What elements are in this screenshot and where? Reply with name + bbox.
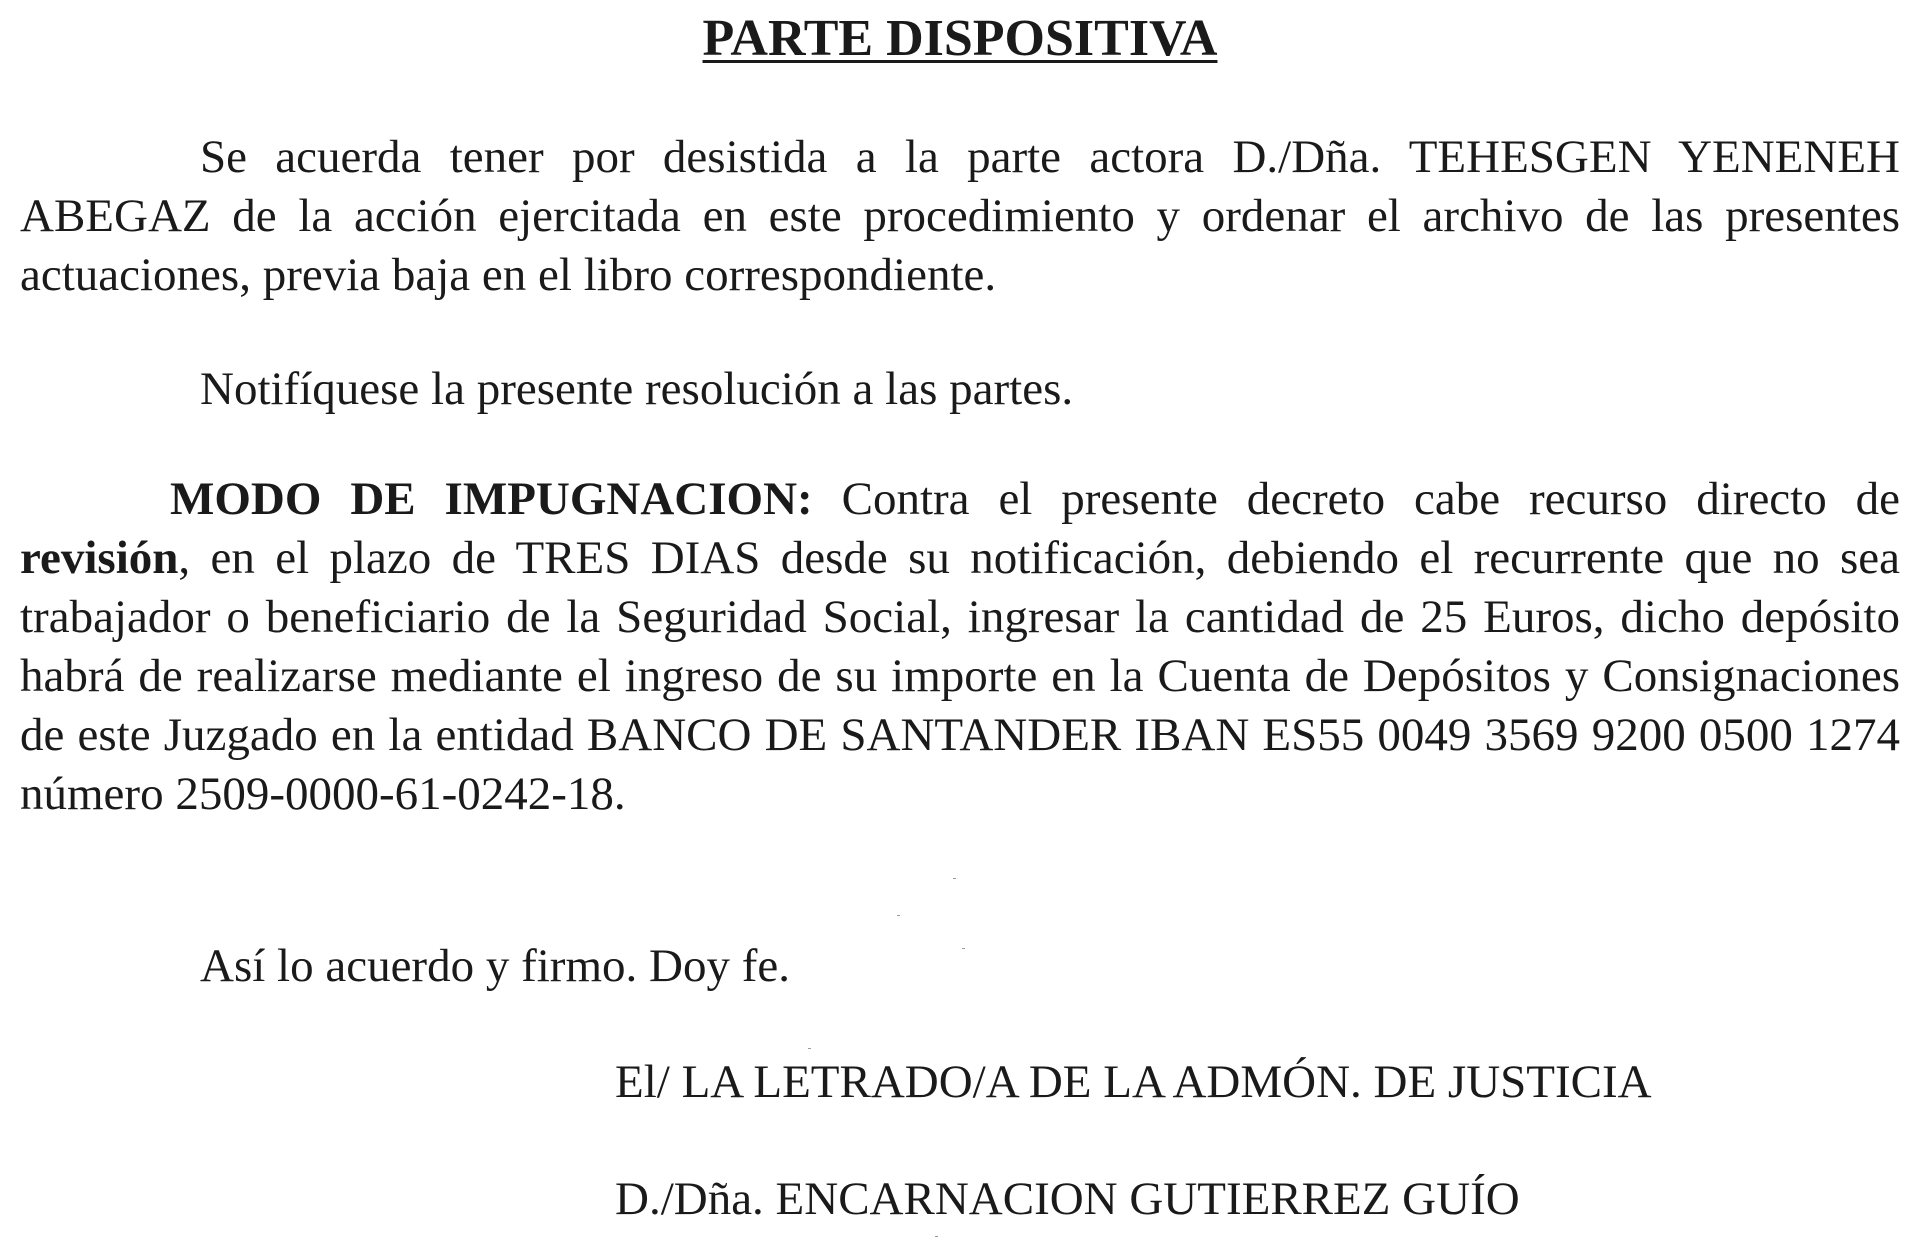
impugnacion-heading: MODO DE IMPUGNACION: [170, 473, 813, 525]
scan-speck [953, 878, 956, 879]
scan-speck [897, 915, 900, 916]
paragraph-desistimiento: Se acuerda tener por desistida a la parte actora D./Dña. TEHESGEN YENENEH ABEGAZ de la acción ejercitada en este procedimiento y ordenar el archivo de las presentes actuaciones, previa baja en el libro correspondiente. [20, 131, 1900, 301]
scan-speck [962, 948, 965, 949]
scan-speck [808, 1048, 811, 1049]
signatory-name: D./Dña. ENCARNACION GUTIERREZ GUÍO [615, 1173, 1520, 1225]
scan-speck [935, 1236, 938, 1237]
impugnacion-bold-word: revisión [20, 532, 179, 584]
paragraph-closing: Así lo acuerdo y firmo. Doy fe. [200, 940, 790, 992]
paragraph-notificacion: Notifíquese la presente resolución a las partes. [200, 363, 1074, 415]
impugnacion-text-b: , en el plazo de TRES DIAS desde su notificación, debiendo el recurrente que no sea trabajador o beneficiario de la Seguridad Social, ingresar la cantidad de 25 Euros, dicho depósito habrá de realizarse mediante el ingreso de su importe en la Cuenta de Depósitos y Consignaciones de este Juzgado en la entidad BANCO DE SANTANDER IBAN ES55 0049 3569 9200 0500 1274 número 2509-0000-61-0242-18. [20, 532, 1900, 820]
document-title-text: PARTE DISPOSITIVA [702, 10, 1218, 67]
paragraph-impugnacion [20, 470, 1900, 824]
signatory-role: El/ LA LETRADO/A DE LA ADMÓN. DE JUSTICIA [615, 1056, 1652, 1108]
impugnacion-text-a: Contra el presente decreto cabe recurso directo de [812, 473, 1900, 525]
document-title [0, 8, 1920, 70]
